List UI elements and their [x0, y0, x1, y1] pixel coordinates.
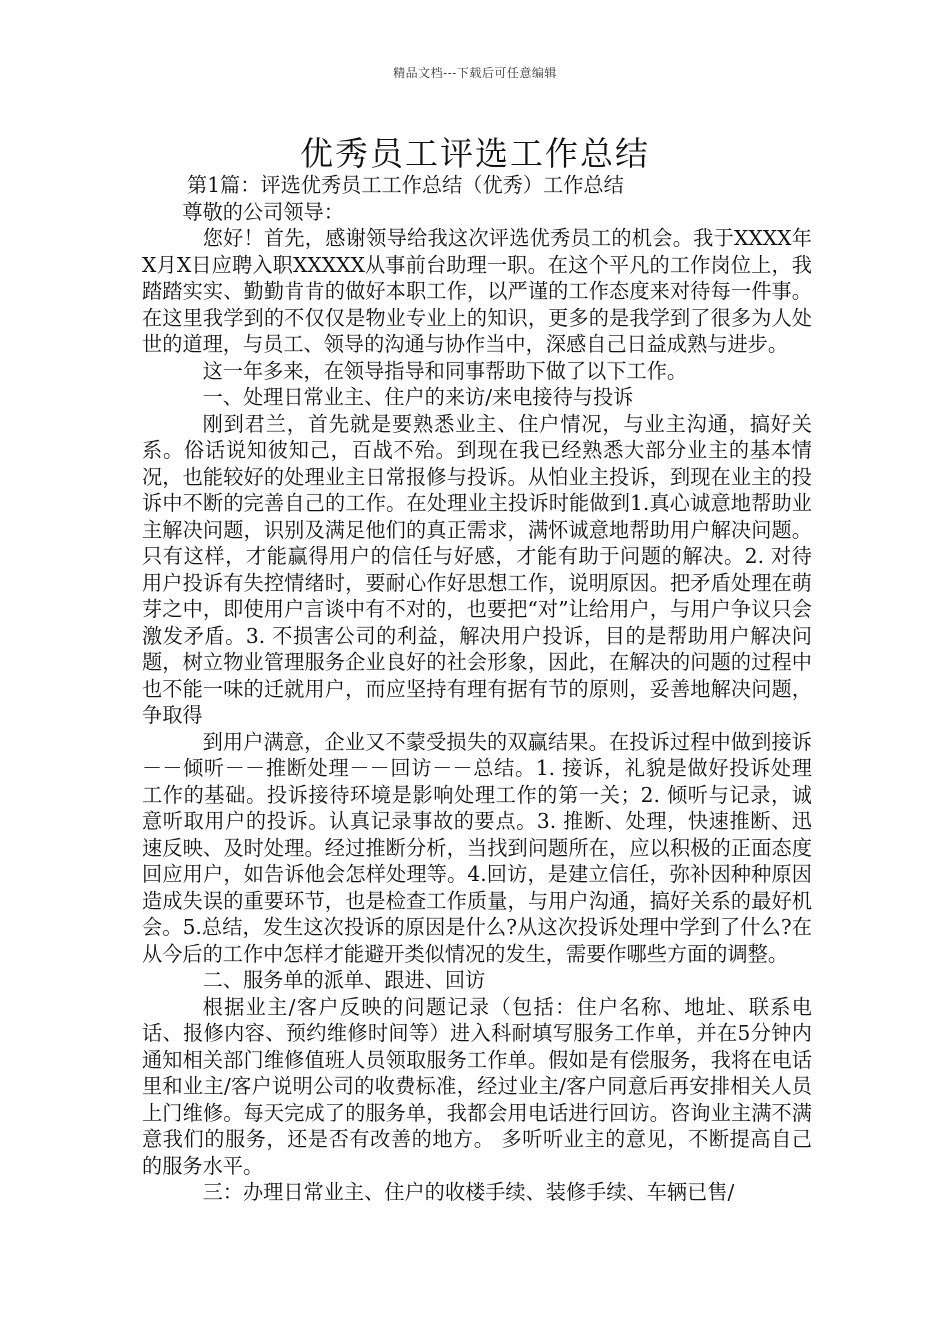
document-subtitle: 第1篇：评选优秀员工工作总结（优秀）工作总结 — [187, 173, 624, 197]
document-title: 优秀员工评选工作总结 — [300, 134, 650, 173]
paragraph: 到用户满意，企业又不蒙受损失的双赢结果。在投诉过程中做到接诉－－倾听－－推断处理－－回访－－总结。1. 接诉，礼貌是做好投诉处理工作的基础。投诉接待环境是影响处理工作的第一关；2. 倾听与记录，诚意听取用户的投诉。认真记录事故的要点。3. 推断、处理，快速推断、迅速反映、及时处理。经过推断分析，当找到问题所在，应以积极的正面态度回应用户，如告诉他会怎样处理等。4.回访，是建立信任，弥补因种种原因造成失误的重要环节，也是检查工作质量，与用户沟通，搞好关系的最好机会。5.总结，发生这次投诉的原因是什么?从这次投诉处理中学到了什么?在从今后的工作中怎样才能避开类似情况的发生，需要作哪些方面的调整。 — [142, 729, 812, 966]
section-heading: 二、服务单的派单、跟进、回访 — [202, 968, 486, 992]
section-heading: 一、处理日常业主、住户的来访/来电接待与投诉 — [202, 385, 634, 409]
document-body — [142, 172, 812, 1206]
paragraph: 根据业主/客户反映的问题记录（包括：住户名称、地址、联系电话、报修内容、预约维修时间等）进入科耐填写服务工作单，并在5分钟内通知相关部门维修值班人员领取服务工作单。假如是有偿服务，我将在电话里和业主/客户说明公司的收费标准，经过业主/客户同意后再安排相关人员上门维修。每天完成了的服务单，我都会用电话进行回访。咨询业主满不满意我们的服务，还是否有改善的地方。 多听听业主的意见，不断提高自己的服务水平。 — [142, 994, 812, 1178]
paragraph: 您好！首先，感谢领导给我这次评选优秀员工的机会。我于XXXX年X月X日应聘入职XXXXX从事前台助理一职。在这个平凡的工作岗位上，我踏踏实实、勤勤肯肯的做好本职工作，以严谨的工作态度来对待每一件事。在这里我学到的不仅仅是物业专业上的知识，更多的是我学到了很多为人处世的道理，与员工、领导的沟通与协作当中，深感自己日益成熟与进步。 — [142, 226, 812, 356]
paragraph: 这一年多来，在领导指导和同事帮助下做了以下工作。 — [202, 358, 688, 383]
paragraph: 刚到君兰，首先就是要熟悉业主、住户情况，与业主沟通，搞好关系。俗话说知彼知己，百战不殆。到现在我已经熟悉大部分业主的基本情况，也能较好的处理业主日常报修与投诉。从怕业主投诉，到现在业主的投诉中不断的完善自己的工作。在处理业主投诉时能做到1.真心诚意地帮助业主解决问题，识别及满足他们的真正需求，满怀诚意地帮助用户解决问题。只有这样，才能赢得用户的信任与好感，才能有助于问题的解决。2. 对待用户投诉有失控情绪时，要耐心作好思想工作，说明原因。把矛盾处理在萌芽之中，即使用户言谈中有不对的，也要把“对”让给用户，与用户争议只会激发矛盾。3. 不损害公司的利益，解决用户投诉，目的是帮助用户解决问题，树立物业管理服务企业良好的社会形象，因此，在解决的问题的过程中也不能一味的迁就用户，而应坚持有理有据有节的原则，妥善地解决问题，争取得 — [142, 411, 812, 727]
section-heading: 三：办理日常业主、住户的收楼手续、装修手续、车辆已售/ — [202, 1180, 735, 1204]
salutation: 尊敬的公司领导： — [182, 199, 344, 224]
page-header: 精品文档---下载后可任意编辑 — [393, 66, 557, 80]
